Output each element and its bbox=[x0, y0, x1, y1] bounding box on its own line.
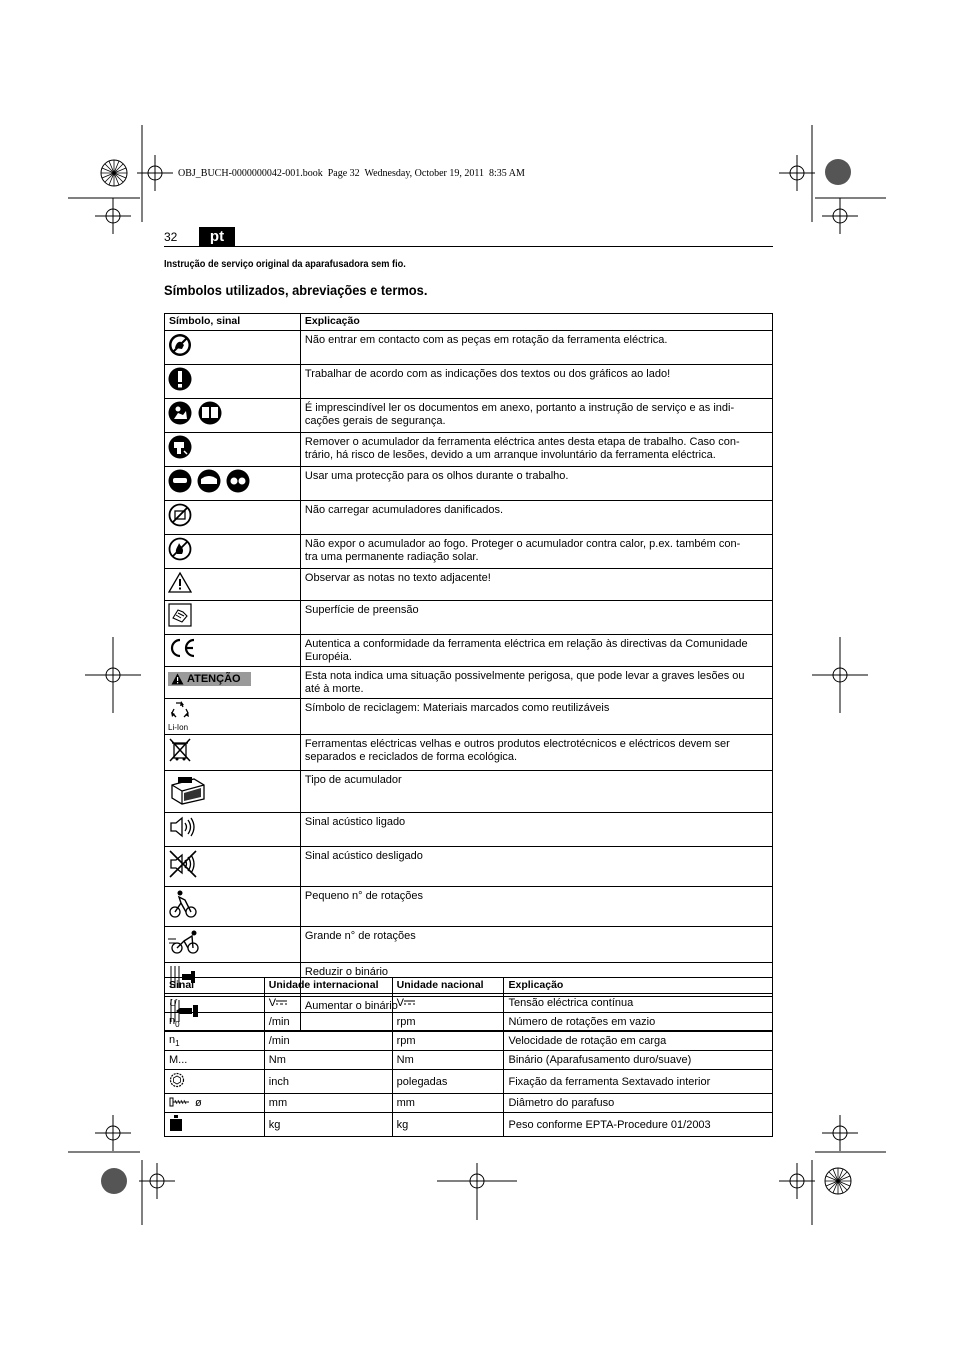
explanation-cell: Esta nota indica uma situação possivelmente perigosa, que pode levar a graves lesões ou até à morte. bbox=[300, 667, 772, 699]
sinal-cell bbox=[165, 994, 265, 1013]
symbol-cell bbox=[165, 365, 301, 399]
no-damaged-battery-icon bbox=[168, 503, 192, 532]
units-row bbox=[165, 994, 773, 1013]
explanation-cell: Remover o acumulador da ferramenta eléctrica antes desta etapa de trabalho. Caso con- trário, há risco de lesões, devido a um arranque involuntário da ferramenta eléctrica. bbox=[300, 433, 772, 467]
sinal-symbol: M... bbox=[169, 1054, 188, 1067]
dc-symbol-icon bbox=[404, 997, 415, 1009]
grip-surface-icon bbox=[168, 603, 192, 632]
header-symbol: Símbolo, sinal bbox=[165, 314, 301, 331]
read-manual-icon bbox=[168, 401, 222, 430]
intl-unit-cell-text: Nm bbox=[268, 1054, 286, 1067]
explanation-cell: Sinal acústico ligado bbox=[300, 813, 772, 847]
header-sinal: Sinal bbox=[165, 978, 265, 994]
weight-icon bbox=[169, 1115, 183, 1134]
symbols-table bbox=[164, 313, 773, 1031]
fast-cyclist-icon bbox=[168, 929, 202, 960]
symbol-row bbox=[165, 331, 773, 365]
header-explanation: Explicação bbox=[300, 314, 772, 331]
slow-cyclist-icon bbox=[168, 889, 198, 924]
sinal-cell bbox=[165, 1013, 265, 1032]
symbol-row bbox=[165, 467, 773, 501]
explanation-cell: Aumentar o binário bbox=[300, 997, 772, 1031]
symbol-row bbox=[165, 735, 773, 771]
symbol-cell bbox=[165, 847, 301, 887]
national-unit-cell bbox=[392, 1051, 504, 1070]
page-number: 32 bbox=[164, 230, 178, 244]
units-explanation-cell-text: Diâmetro do parafuso bbox=[508, 1097, 615, 1110]
sinal-cell bbox=[165, 1094, 265, 1113]
language-tab: pt bbox=[199, 227, 235, 246]
intl-unit-cell-text: inch bbox=[268, 1075, 289, 1088]
header-units-explanation: Explicação bbox=[504, 978, 773, 994]
symbol-row bbox=[165, 927, 773, 963]
units-explanation-cell-text: Peso conforme EPTA-Procedure 01/2003 bbox=[508, 1118, 711, 1131]
units-explanation-cell bbox=[504, 1051, 773, 1070]
explanation-cell: É imprescindível ler os documentos em anexo, portanto a instrução de serviço e as indi- cações gerais de segurança. bbox=[300, 399, 772, 433]
battery-pack-icon bbox=[168, 773, 206, 810]
document-subtitle: Instrução de serviço original da aparafusadora sem fio. bbox=[164, 259, 406, 270]
symbol-row bbox=[165, 771, 773, 813]
symbol-cell bbox=[165, 331, 301, 365]
sinal-cell bbox=[165, 1051, 265, 1070]
national-unit-cell-text: polegadas bbox=[396, 1075, 448, 1088]
sinal-cell bbox=[165, 1032, 265, 1051]
sinal-cell bbox=[165, 1113, 265, 1137]
explanation-cell: Sinal acústico desligado bbox=[300, 847, 772, 887]
explanation-cell: Tipo de acumulador bbox=[300, 771, 772, 813]
units-explanation-cell-text: Fixação da ferramenta Sextavado interior bbox=[508, 1075, 711, 1088]
intl-unit-cell-text: /min bbox=[268, 1016, 290, 1029]
units-explanation-cell-text: Número de rotações em vazio bbox=[508, 1016, 656, 1029]
intl-unit-cell bbox=[264, 1113, 392, 1137]
symbol-cell bbox=[165, 569, 301, 601]
intl-unit-cell bbox=[264, 1070, 392, 1094]
national-unit-cell-text: rpm bbox=[396, 1035, 416, 1048]
sinal-cell bbox=[165, 1070, 265, 1094]
explanation-cell: Trabalhar de acordo com as indicações dos textos ou dos gráficos ao lado! bbox=[300, 365, 772, 399]
symbol-cell bbox=[165, 699, 301, 735]
units-row bbox=[165, 1070, 773, 1094]
recycling-li-ion-icon bbox=[168, 701, 194, 724]
explanation-cell: Ferramentas eléctricas velhas e outros produtos electrotécnicos e eléctricos devem ser separados e reciclados de forma ecológica. bbox=[300, 735, 772, 771]
symbol-cell bbox=[165, 467, 301, 501]
national-unit-cell bbox=[392, 1094, 504, 1113]
national-unit-cell-text: mm bbox=[396, 1097, 415, 1110]
units-row bbox=[165, 1094, 773, 1113]
symbol-cell bbox=[165, 667, 301, 699]
national-unit-cell bbox=[392, 1070, 504, 1094]
sound-off-icon bbox=[168, 849, 198, 884]
explanation-cell: Reduzir o binário bbox=[300, 963, 772, 997]
file-info-line: OBJ_BUCH-0000000042-001.book Page 32 Wednesday, October 19, 2011 8:35 AM bbox=[178, 168, 525, 179]
symbol-row bbox=[165, 635, 773, 667]
sinal-symbol: U bbox=[169, 997, 177, 1009]
intl-unit-cell bbox=[264, 1032, 392, 1051]
page-title: Símbolos utilizados, abreviações e termos. bbox=[164, 282, 428, 298]
symbol-cell bbox=[165, 433, 301, 467]
symbol-row bbox=[165, 847, 773, 887]
explanation-cell: Observar as notas no texto adjacente! bbox=[300, 569, 772, 601]
explanation-cell: Autentica a conformidade da ferramenta eléctrica em relação às directivas da Comunidade Européia. bbox=[300, 635, 772, 667]
intl-unit-cell-text: V bbox=[268, 997, 277, 1009]
intl-unit-cell bbox=[264, 994, 392, 1013]
national-unit-cell-text: Nm bbox=[396, 1054, 414, 1067]
units-explanation-cell-text: Velocidade de rotação em carga bbox=[508, 1035, 667, 1048]
explanation-cell: Usar uma protecção para os olhos durante o trabalho. bbox=[300, 467, 772, 501]
sinal-symbol: n bbox=[169, 1034, 176, 1047]
sinal-symbol: n bbox=[169, 1015, 176, 1027]
hex-socket-icon bbox=[169, 1072, 185, 1091]
symbol-cell bbox=[165, 735, 301, 771]
intl-unit-cell bbox=[264, 1051, 392, 1070]
explanation-cell: Não carregar acumuladores danificados. bbox=[300, 501, 772, 535]
intl-unit-cell bbox=[264, 1094, 392, 1113]
symbol-row bbox=[165, 535, 773, 569]
units-explanation-cell bbox=[504, 1013, 773, 1032]
symbol-cell bbox=[165, 399, 301, 433]
symbol-cell bbox=[165, 887, 301, 927]
units-row bbox=[165, 1032, 773, 1051]
warning-triangle-icon bbox=[171, 673, 184, 685]
explanation-cell: Pequeno n° de rotações bbox=[300, 887, 772, 927]
units-explanation-cell bbox=[504, 1113, 773, 1137]
exclamation-icon bbox=[168, 367, 192, 396]
symbol-row bbox=[165, 667, 773, 699]
explanation-cell: Símbolo de reciclagem: Materiais marcados como reutilizáveis bbox=[300, 699, 772, 735]
units-explanation-cell bbox=[504, 1032, 773, 1051]
warning-triangle-icon bbox=[168, 571, 192, 598]
symbol-row bbox=[165, 501, 773, 535]
symbol-row bbox=[165, 601, 773, 635]
units-explanation-cell-text: Binário (Aparafusamento duro/suave) bbox=[508, 1054, 692, 1067]
remove-battery-icon bbox=[168, 435, 192, 464]
national-unit-cell-text: kg bbox=[396, 1118, 409, 1131]
dc-symbol-icon bbox=[276, 997, 287, 1009]
warning-badge-label: ATENÇÃO bbox=[187, 673, 241, 685]
symbol-cell bbox=[165, 813, 301, 847]
symbol-cell bbox=[165, 501, 301, 535]
header-rule bbox=[164, 246, 773, 247]
symbol-cell bbox=[165, 635, 301, 667]
intl-unit-cell-text: mm bbox=[268, 1097, 288, 1110]
intl-unit-cell-text: /min bbox=[268, 1035, 290, 1048]
national-unit-cell-text: rpm bbox=[396, 1016, 416, 1029]
units-table bbox=[164, 977, 773, 1137]
explanation-cell: Não entrar em contacto com as peças em rotação da ferramenta eléctrica. bbox=[300, 331, 772, 365]
units-explanation-cell bbox=[504, 1070, 773, 1094]
warning-badge bbox=[168, 672, 251, 686]
ce-mark-icon bbox=[168, 637, 196, 664]
header-intl-unit: Unidade internacional bbox=[264, 978, 392, 994]
symbol-cell bbox=[165, 771, 301, 813]
header-national-unit: Unidade nacional bbox=[392, 978, 504, 994]
diameter-symbol: ø bbox=[195, 1096, 202, 1109]
symbol-row bbox=[165, 699, 773, 735]
sound-on-icon bbox=[168, 815, 198, 844]
symbol-cell bbox=[165, 601, 301, 635]
symbol-row bbox=[165, 433, 773, 467]
symbol-row bbox=[165, 569, 773, 601]
units-explanation-cell bbox=[504, 1094, 773, 1113]
national-unit-cell bbox=[392, 1013, 504, 1032]
units-row bbox=[165, 1013, 773, 1032]
no-fire-icon bbox=[168, 537, 192, 566]
national-unit-cell bbox=[392, 1032, 504, 1051]
intl-unit-cell-text: kg bbox=[268, 1118, 281, 1131]
symbol-cell bbox=[165, 535, 301, 569]
units-row bbox=[165, 1051, 773, 1070]
sinal-subscript: 1 bbox=[175, 1039, 180, 1049]
units-explanation-cell-text: Tensão eléctrica contínua bbox=[508, 997, 634, 1009]
symbol-cell bbox=[165, 927, 301, 963]
units-row bbox=[165, 1113, 773, 1137]
symbol-row bbox=[165, 399, 773, 433]
sinal-subscript: 0 bbox=[175, 1020, 180, 1030]
intl-unit-cell bbox=[264, 1013, 392, 1032]
explanation-cell: Não expor o acumulador ao fogo. Proteger o acumulador contra calor, p.ex. também con- tra uma permanente radiação solar. bbox=[300, 535, 772, 569]
explanation-cell: Grande n° de rotações bbox=[300, 927, 772, 963]
units-explanation-cell bbox=[504, 994, 773, 1013]
weee-bin-icon bbox=[168, 737, 192, 768]
symbol-row bbox=[165, 887, 773, 927]
symbol-row bbox=[165, 813, 773, 847]
symbol-row bbox=[165, 365, 773, 399]
eye-protection-icon bbox=[168, 469, 250, 498]
screw-diameter-icon bbox=[169, 1097, 191, 1110]
units-table-header bbox=[165, 978, 773, 994]
national-unit-cell bbox=[392, 994, 504, 1013]
explanation-cell: Superfície de preensão bbox=[300, 601, 772, 635]
national-unit-cell bbox=[392, 1113, 504, 1137]
li-ion-label: Li-Ion bbox=[168, 723, 189, 732]
symbols-table-header bbox=[165, 314, 773, 331]
national-unit-cell-text: V bbox=[396, 997, 404, 1009]
no-hand-contact-icon bbox=[168, 333, 192, 362]
